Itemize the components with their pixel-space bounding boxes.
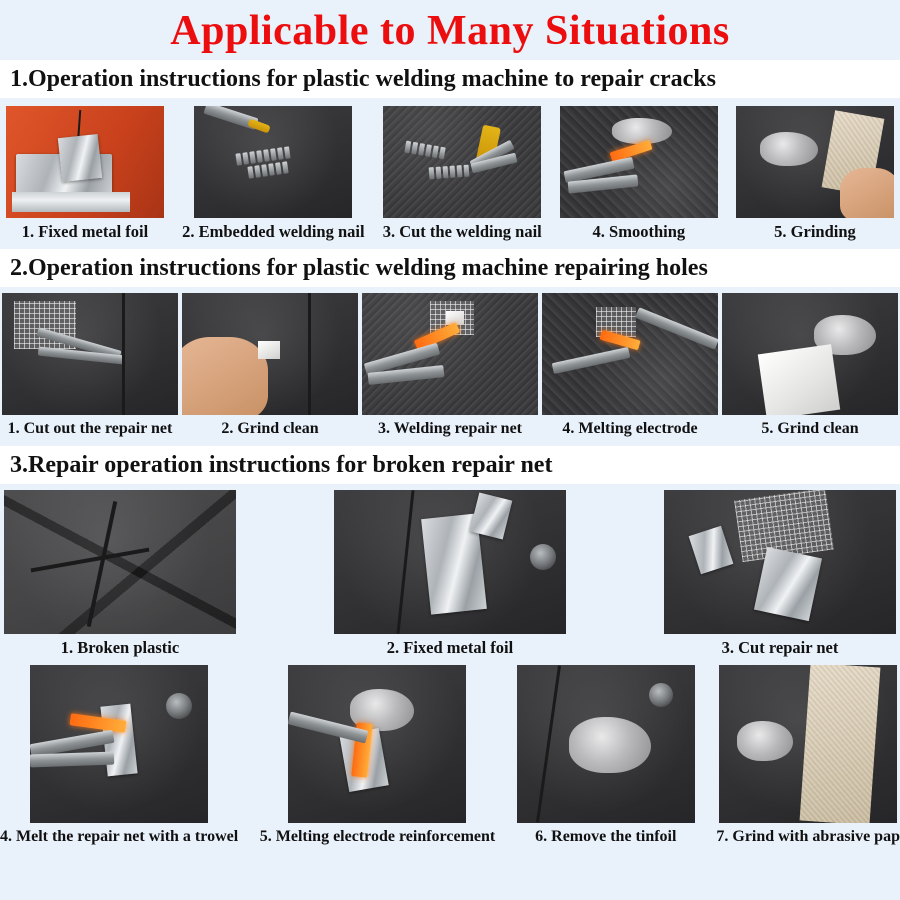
step-cell — [560, 106, 718, 243]
section-1-heading: 1.Operation instructions for plastic welding machine to repair cracks — [0, 60, 900, 98]
step-cell — [6, 106, 164, 243]
step-cell — [722, 293, 898, 440]
step-caption: 4. Melting electrode — [562, 420, 698, 437]
step-caption: 5. Grinding — [774, 222, 856, 241]
step-caption: 2. Fixed metal foil — [386, 638, 514, 657]
step-caption: 3. Cut repair net — [721, 638, 839, 657]
step-cell — [517, 665, 695, 848]
step-photo-3-6 — [517, 665, 695, 823]
step-photo-2-5 — [722, 293, 898, 415]
step-photo-2-2 — [182, 293, 358, 415]
section-3-row-1 — [0, 484, 900, 659]
step-photo-3-3 — [664, 490, 896, 634]
step-cell — [182, 106, 364, 243]
step-cell — [542, 293, 718, 440]
section-3-heading: 3.Repair operation instructions for broken repair net — [0, 446, 900, 484]
section-2-row — [0, 287, 900, 440]
step-caption: 5. Melting electrode reinforcement — [259, 828, 496, 845]
step-photo-2-3 — [362, 293, 538, 415]
section-2-heading: 2.Operation instructions for plastic welding machine repairing holes — [0, 249, 900, 287]
title-bar — [0, 0, 900, 60]
step-caption: 3. Welding repair net — [377, 420, 522, 437]
section-3-row-2 — [0, 659, 900, 848]
step-photo-1-5 — [736, 106, 894, 218]
step-photo-2-4 — [542, 293, 718, 415]
step-photo-1-2 — [194, 106, 352, 218]
step-caption: 1. Broken plastic — [60, 638, 180, 657]
step-caption: 3. Cut the welding nail — [382, 222, 542, 241]
step-caption: 1. Cut out the repair net — [7, 420, 173, 437]
step-photo-3-7 — [719, 665, 897, 823]
step-cell — [664, 490, 896, 659]
step-photo-3-4 — [30, 665, 208, 823]
step-cell — [383, 106, 542, 243]
step-photo-1-4 — [560, 106, 718, 218]
step-cell — [736, 106, 894, 243]
step-cell — [182, 293, 358, 440]
step-cell — [260, 665, 495, 848]
step-cell — [4, 490, 236, 659]
step-photo-1-3 — [383, 106, 541, 218]
step-caption: 2. Embedded welding nail — [182, 222, 365, 241]
step-photo-3-2 — [334, 490, 566, 634]
step-caption: 4. Smoothing — [592, 222, 686, 241]
section-1-row — [0, 98, 900, 243]
step-caption: 2. Grind clean — [221, 420, 319, 437]
step-caption: 5. Grind clean — [761, 420, 859, 437]
step-cell — [0, 665, 238, 848]
step-cell — [334, 490, 566, 659]
step-caption: 6. Remove the tinfoil — [535, 828, 677, 845]
step-cell — [716, 665, 900, 848]
step-caption: 4. Melt the repair net with a trowel — [0, 828, 239, 845]
step-caption: 7. Grind with abrasive pap — [716, 828, 900, 845]
step-photo-3-5 — [288, 665, 466, 823]
step-photo-1-1 — [6, 106, 164, 218]
page-title: Applicable to Many Situations — [170, 8, 730, 54]
step-cell — [362, 293, 538, 440]
step-cell — [2, 293, 178, 440]
step-photo-3-1 — [4, 490, 236, 634]
step-caption: 1. Fixed metal foil — [21, 222, 149, 241]
step-photo-2-1 — [2, 293, 178, 415]
